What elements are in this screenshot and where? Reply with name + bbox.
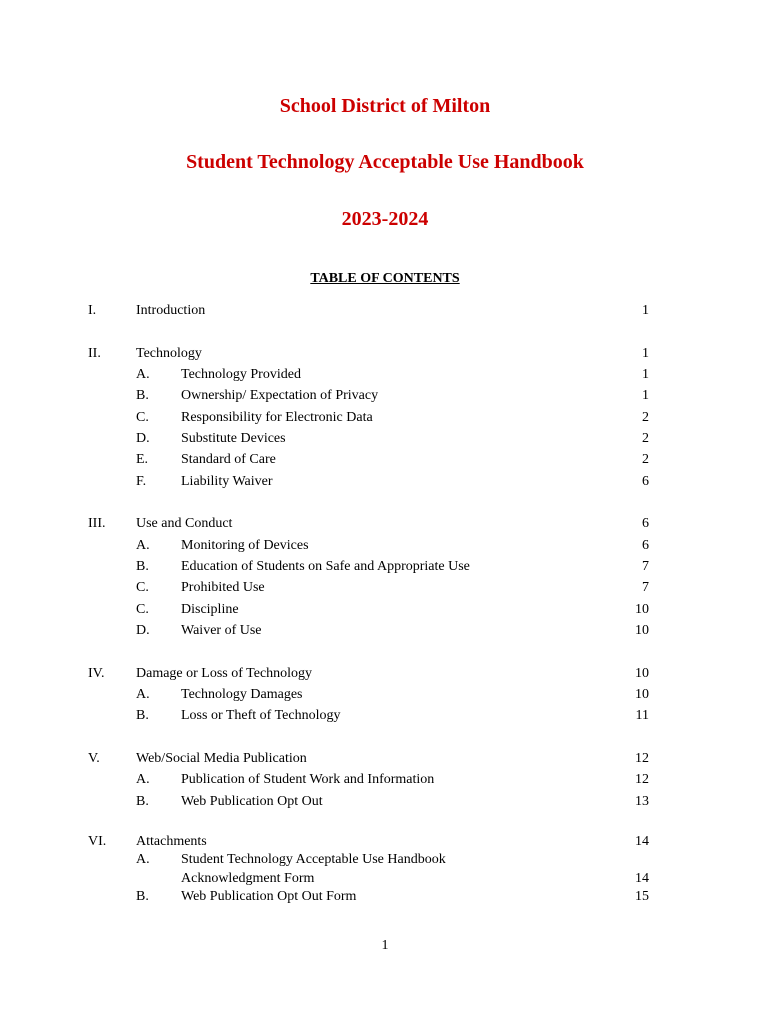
- item-page: 2: [642, 431, 649, 446]
- section-page: 1: [642, 303, 649, 318]
- section-page: 12: [635, 751, 649, 766]
- item-letter: B.: [136, 889, 149, 904]
- toc-section-2: [0, 345, 770, 363]
- item-page: 2: [642, 452, 649, 467]
- toc-item: [0, 558, 770, 576]
- item-title: Web Publication Opt Out Form: [181, 889, 357, 904]
- toc-section-6: [0, 833, 770, 851]
- toc-item: [0, 707, 770, 725]
- item-page: 6: [642, 538, 649, 553]
- toc-item: [0, 686, 770, 704]
- item-title: Substitute Devices: [181, 431, 286, 446]
- item-page: 6: [642, 474, 649, 489]
- item-page: 7: [642, 580, 649, 595]
- item-title: Student Technology Acceptable Use Handbook: [181, 852, 446, 867]
- toc-item: [0, 601, 770, 619]
- toc-item: [0, 771, 770, 789]
- toc-section-5: [0, 750, 770, 768]
- page-number: 1: [381, 938, 389, 953]
- item-title: Liability Waiver: [181, 474, 273, 489]
- district-title: School District of Milton: [279, 95, 491, 117]
- item-title: Publication of Student Work and Information: [181, 772, 435, 787]
- item-letter: B.: [136, 559, 149, 574]
- section-numeral: IV.: [88, 666, 105, 681]
- item-title: Waiver of Use: [181, 623, 262, 638]
- toc-item: [0, 409, 770, 427]
- toc-item: [0, 387, 770, 405]
- item-page: 15: [635, 889, 649, 904]
- toc-item: [0, 870, 770, 888]
- item-letter: B.: [136, 708, 149, 723]
- item-title: Monitoring of Devices: [181, 538, 309, 553]
- item-page: 10: [635, 623, 649, 638]
- item-letter: A.: [136, 772, 150, 787]
- item-letter: A.: [136, 367, 150, 382]
- item-letter: C.: [136, 580, 149, 595]
- toc-section-3: [0, 515, 770, 533]
- section-page: 14: [635, 834, 649, 849]
- item-title: Prohibited Use: [181, 580, 265, 595]
- item-title: Technology Provided: [181, 367, 301, 382]
- item-letter: E.: [136, 452, 149, 467]
- item-letter: A.: [136, 852, 150, 867]
- section-page: 10: [635, 666, 649, 681]
- item-title: Acknowledgment Form: [181, 871, 315, 886]
- item-page: 1: [642, 388, 649, 403]
- item-letter: C.: [136, 602, 149, 617]
- toc-item: [0, 473, 770, 491]
- section-title: Introduction: [136, 303, 206, 318]
- toc-section-4: [0, 665, 770, 683]
- section-page: 6: [642, 516, 649, 531]
- toc-item: [0, 537, 770, 555]
- item-title: Discipline: [181, 602, 239, 617]
- section-numeral: III.: [88, 516, 106, 531]
- year-title: 2023-2024: [341, 208, 429, 230]
- section-numeral: II.: [88, 346, 101, 361]
- item-letter: D.: [136, 431, 150, 446]
- toc-section-1: [0, 302, 770, 320]
- toc-item: [0, 579, 770, 597]
- section-title: Use and Conduct: [136, 516, 233, 531]
- section-numeral: I.: [88, 303, 97, 318]
- toc-item: [0, 430, 770, 448]
- item-letter: A.: [136, 538, 150, 553]
- item-page: 10: [635, 687, 649, 702]
- item-page: 1: [642, 367, 649, 382]
- item-page: 10: [635, 602, 649, 617]
- item-page: 7: [642, 559, 649, 574]
- item-title: Ownership/ Expectation of Privacy: [181, 388, 379, 403]
- item-page: 13: [635, 794, 649, 809]
- item-title: Education of Students on Safe and Appropriate Use: [181, 559, 470, 574]
- section-title: Web/Social Media Publication: [136, 751, 307, 766]
- item-page: 2: [642, 410, 649, 425]
- section-title: Damage or Loss of Technology: [136, 666, 313, 681]
- item-letter: B.: [136, 794, 149, 809]
- item-title: Loss or Theft of Technology: [181, 708, 341, 723]
- toc-item: [0, 622, 770, 640]
- toc-item: [0, 793, 770, 811]
- item-letter: A.: [136, 687, 150, 702]
- section-title: Technology: [136, 346, 202, 361]
- item-title: Technology Damages: [181, 687, 303, 702]
- item-letter: D.: [136, 623, 150, 638]
- item-letter: B.: [136, 388, 149, 403]
- item-title: Standard of Care: [181, 452, 276, 467]
- item-title: Responsibility for Electronic Data: [181, 410, 373, 425]
- toc-item: [0, 888, 770, 906]
- item-page: 14: [635, 871, 649, 886]
- toc-item: [0, 851, 770, 869]
- handbook-title: Student Technology Acceptable Use Handbook: [186, 151, 584, 173]
- item-title: Web Publication Opt Out: [181, 794, 323, 809]
- item-letter: C.: [136, 410, 149, 425]
- section-title: Attachments: [136, 834, 207, 849]
- item-letter: F.: [136, 474, 147, 489]
- section-page: 1: [642, 346, 649, 361]
- item-page: 11: [635, 708, 649, 723]
- toc-item: [0, 366, 770, 384]
- section-numeral: VI.: [88, 834, 107, 849]
- section-numeral: V.: [88, 751, 100, 766]
- toc-item: [0, 451, 770, 469]
- toc-heading: TABLE OF CONTENTS: [310, 271, 460, 286]
- item-page: 12: [635, 772, 649, 787]
